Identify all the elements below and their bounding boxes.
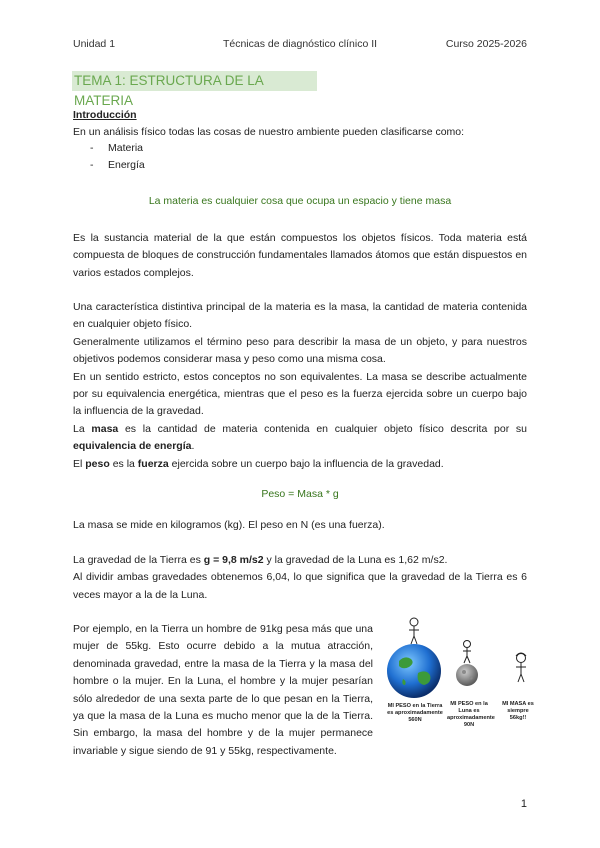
mass-caption: MI MASA es siempre 56kg!!: [502, 701, 534, 721]
person-on-moon-icon: [463, 641, 471, 664]
earth-weight-caption: MI PESO en la Tierra es aproximadamente 560N: [387, 703, 443, 723]
weight-mass-figure: [385, 613, 535, 763]
moon-weight-caption: MI PESO en la Luna es aproximadamente 90N: [447, 701, 495, 728]
example-paragraph: Por ejemplo, en la Tierra un hombre de 91kg pesa más que una mujer de 55kg. Esto ocurre debido a la mutua atracción, denominada gravedad, entre la masa de la Tierra y la masa del hombre o la mujer. En la Luna, el hombre y la mujer pesarían sólo alrededor de una sexta parte de lo que pesan en la Tierra, ya que la masa de la Luna es mucho menor que la de la Tierra. Sin embargo, la masa del hombre y de la mujer permanece invariable y sigue siendo de 91 y 55kg, respectivamente.: [73, 623, 373, 757]
gravity-text: La gravedad de la Tierra es g = 9,8 m/s2 y la gravedad de la Luna es 1,62 m/s2. Al dividir ambas gravedades obtenemos 6,04, lo que significa que la gravedad de la Tierra es 6 veces mayor a la de la Luna.: [73, 554, 527, 601]
earth-moon-illustration: [385, 613, 535, 763]
header-course: Curso 2025-2026: [445, 38, 527, 50]
list-item: - Energía: [90, 159, 145, 171]
paragraph-1: Es la sustancia material de la que están compuestos los objetos físicos. Toda materia está compuesta de bloques de construcción fundamentales llamados átomos que están dispuestos en varios estados complejos.: [73, 232, 527, 279]
units-text: La masa se mide en kilogramos (kg). El peso en N (es una fuerza).: [73, 519, 385, 531]
page-title: TEMA 1: ESTRUCTURA DE LA MATERIA: [72, 71, 317, 91]
paragraph-2: Una característica distintiva principal de la materia es la masa, la cantidad de materia contenida en cualquier objeto físico. Generalmente utilizamos el término peso para describir la masa de un objeto, y para nuestros objetivos podemos considerar masa y peso como una misma cosa. En un sentido estricto, estos conceptos no son equivalentes. La masa se describe actualmente por su equivalencia energética, mientras que el peso es la fuerza ejercida sobre un cuerpo bajo la influencia de la gravedad. La masa es la cantidad de materia contenida en cualquier objeto físico descrita por su equivalencia de energía. El peso es la fuerza ejercida sobre un cuerpo bajo la influencia de la gravedad.: [73, 301, 527, 470]
person-icon: [516, 653, 526, 682]
list-item: - Materia: [90, 142, 144, 154]
page-number: 1: [520, 798, 527, 810]
header-unit: Unidad 1: [73, 38, 116, 50]
earth-icon: [387, 644, 441, 698]
header-subject: Técnicas de diagnóstico clínico II: [222, 38, 378, 50]
formula: Peso = Masa * g: [261, 488, 339, 500]
definition: La materia es cualquier cosa que ocupa un espacio y tiene masa: [148, 195, 452, 207]
intro-text: En un análisis físico todas las cosas de nuestro ambiente pueden clasificarse como:: [73, 126, 465, 138]
person-on-earth-icon: [409, 618, 419, 644]
moon-icon: [456, 664, 478, 686]
intro-heading: Introducción: [73, 109, 137, 121]
